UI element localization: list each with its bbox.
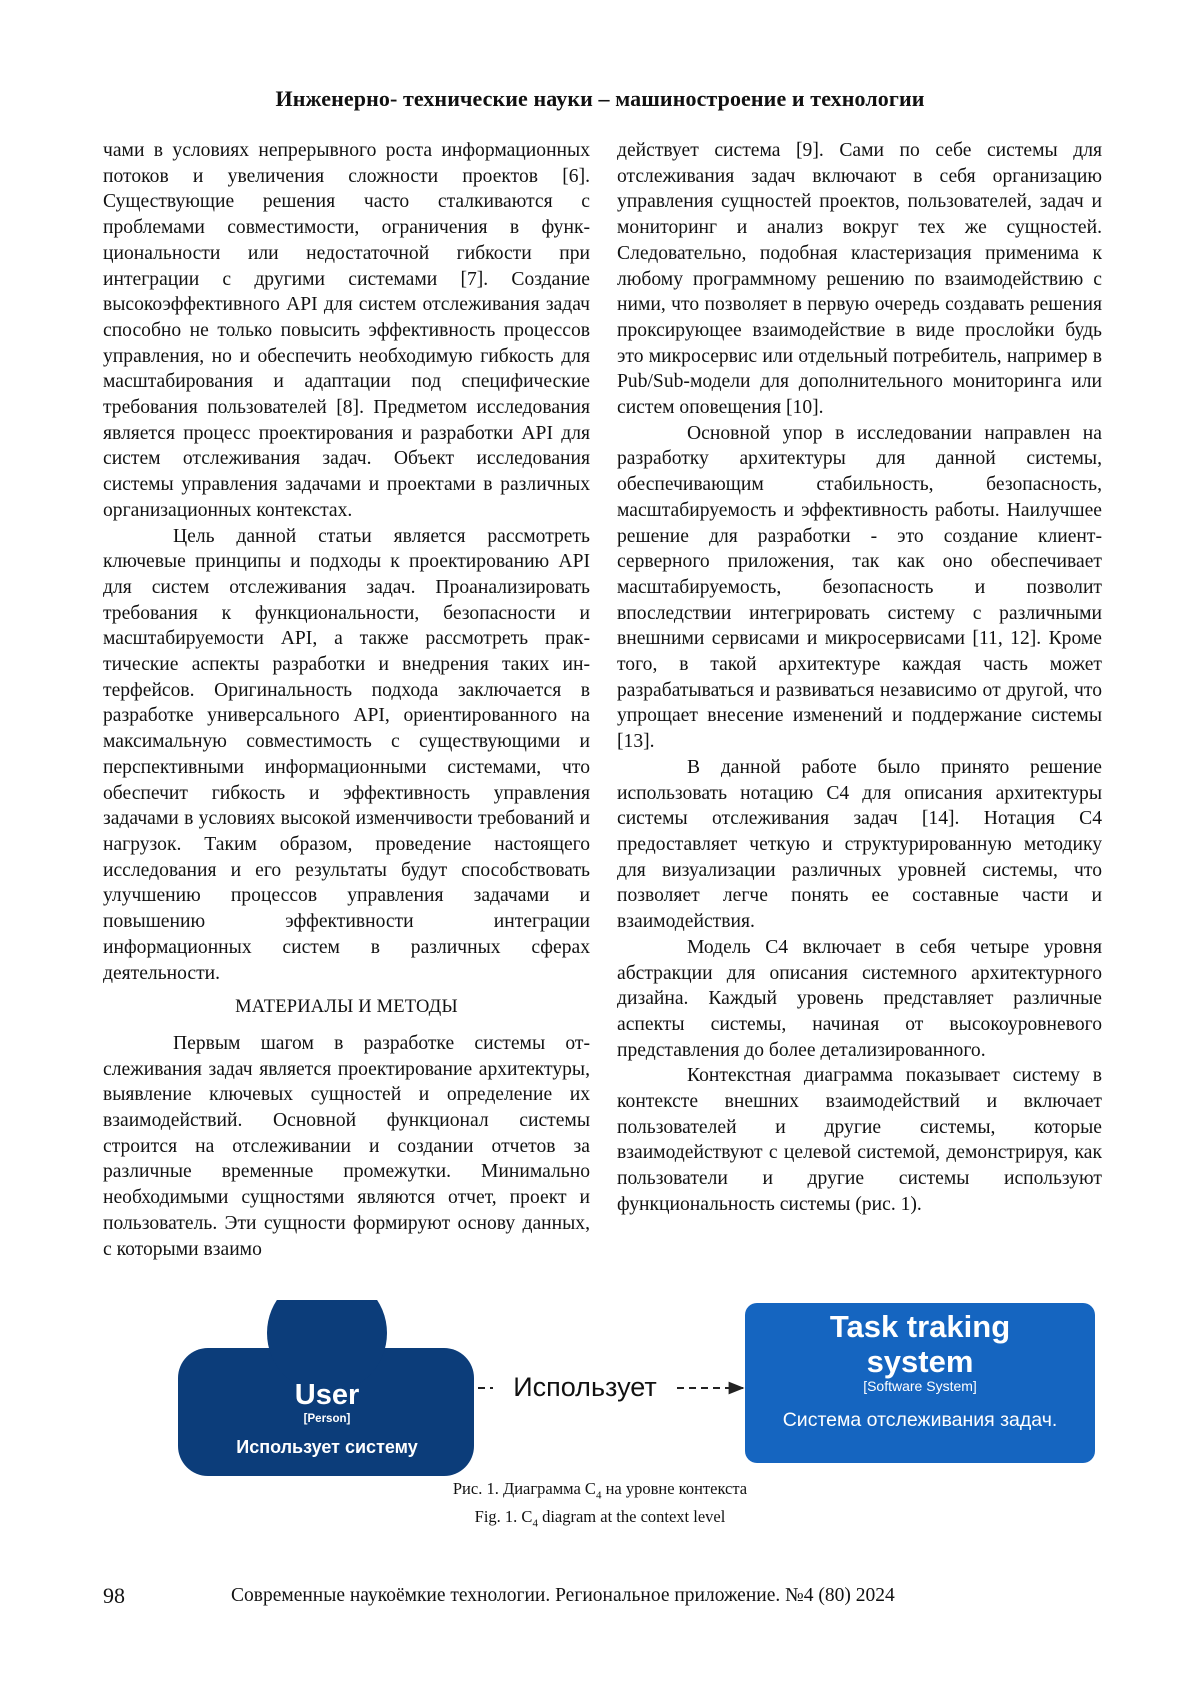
caption-en-prefix: Fig. 1. C	[474, 1507, 533, 1527]
system-element	[745, 1303, 1095, 1463]
person-name: User	[294, 1379, 360, 1411]
paragraph: Контекстная диаграмма показывает систему в контексте внешних взаимодействий и включает пользователей и другие системы, которые взаимодействуют с целевой системой, демонстрируя, как пользователи и другие системы используют функциональность системы (рис. 1).	[617, 1065, 1102, 1215]
relationship-label: Использует	[513, 1372, 657, 1402]
page-header: Инженерно- технические науки – машиностроение и технологии	[275, 86, 925, 111]
system-name-line2: system	[866, 1344, 974, 1379]
paragraph: Основной упор в исследовании направлен на разработку архитектуры для данной системы, обеспечивающим стабильность, безопасность, масштабируемость и эффективность работы. Наилучшее решение для разработки - это создание клиент-серверного приложения, так как оно обеспечивает масштабируемость, безопасность и позволит впоследствии интегрировать систему с различными внешними сервисами и микросервисами [11, 12]. Кроме того, в такой архитектуре каждая часть может разрабатываться и развиваться независимо от другой, что упрощает внесение изменений и поддержание системы [13].	[617, 422, 1102, 753]
paragraph: Модель С4 включает в себя четыре уровня абстракции для описания системного архитектурного дизайна. Каждый уровень представляет различные аспекты системы, начиная от высокоуровневого представления до более детализированного.	[617, 936, 1102, 1061]
paragraph: чами в условиях непрерывного роста информационных потоков и увеличения сложности проектов [6]. Существующие решения часто сталкиваются с проблемами совместимости, ограничения в функциональности или недостаточной гибкости при интеграции с другими системами [7]. Создание высокоэффективного API для систем отслеживания задач способно не только повысить эффективность процессов управления, но и обеспечить необходимую гибкость для масштабирования и адаптации под специфические требования пользователей [8]. Предметом исследования является процесс проектирования и разработки API для систем отслеживания задач. Объект исследования системы управления задачами и проектами в различных организационных контекстах.	[103, 140, 590, 521]
paragraph: действует система [9]. Сами по себе системы для отслеживания задач включают в себя организацию управления сущностей проектов, пользователей, задач и мониторинг и анализ вокруг тех же сущностей. Следовательно, подобная кластеризация применима к любому программному решению по взаимодействию с ними, что позволяет в первую очередь создавать решения проксирующее взаимодействие в виде прослойки будь это микросервис или отдельный потребитель, например в Pub/Sub-модели для дополнительного мониторинга или систем оповещения [10].	[617, 140, 1102, 419]
figure-caption	[0, 1478, 1200, 1535]
right-column	[617, 138, 1102, 1218]
caption-en-suffix: diagram at the context level	[537, 1507, 726, 1527]
page-number: 98	[103, 1583, 125, 1608]
caption-en-subscript: 4	[532, 1517, 538, 1530]
caption-ru-subscript: 4	[595, 1489, 602, 1502]
person-element	[178, 1300, 474, 1476]
system-description: Система отслеживания задач.	[782, 1409, 1058, 1431]
paragraph: Цель данной статьи является рассмотреть ключевые принципы и подходы к проектированию API для систем отслеживания задач. Проанализировать требования к функциональности, безопасности и масштабируемости API, а также рассмотреть практические аспекты разработки и внедрения таких интерфейсов. Оригинальность подхода заключается в разработке универсального API, ориентированного на максимальную совместимость с существующими и перспективными информационными системами, что обеспечит гибкость и эффективность управления задачами в условиях высокой изменчивости требований и нагрузок. Таким образом, проведение настоящего исследования и его результаты будут способствовать улучшению процессов управления задачами и повышению эффективности интеграции информационных систем в различных сферах деятельности.	[103, 525, 590, 984]
system-name-line1: Task traking	[829, 1309, 1011, 1344]
journal-name: Современные наукоёмкие технологии. Региональное приложение. №4 (80) 2024	[231, 1585, 895, 1606]
person-description: Использует систему	[236, 1437, 418, 1457]
caption-en	[0, 1506, 1200, 1534]
person-type: [Person]	[303, 1413, 351, 1425]
caption-ru	[0, 1478, 1200, 1506]
left-column	[103, 138, 590, 1262]
system-type: [Software System]	[863, 1378, 977, 1394]
paragraph: Первым шагом в разработке системы отслеживания задач является проектирование архитектуры, выявление ключевых сущностей и определение их взаимодействий. Основной функционал системы строится на отслеживании и создании отчетов за различные временные промежутки. Минимально необходимыми сущностями являются отчет, проект и пользователь. Эти сущности формируют основу данных, с которыми взаимо	[103, 1032, 590, 1260]
caption-ru-suffix: на уровне контекста	[601, 1479, 748, 1498]
relationship	[478, 1372, 743, 1402]
c4-context-diagram	[175, 1300, 1100, 1480]
paragraph: В данной работе было принято решение использовать нотацию С4 для описания архитектуры системы отслеживания задач [14]. Нотация С4 предоставляет четкую и структурированную методику для визуализации различных уровней системы, что позволяет легче понять ее составные части и взаимодействия.	[617, 756, 1102, 933]
caption-ru-prefix: Рис. 1. Диаграмма С	[452, 1479, 596, 1498]
section-heading: МАТЕРИАЛЫ И МЕТОДЫ	[235, 997, 458, 1018]
